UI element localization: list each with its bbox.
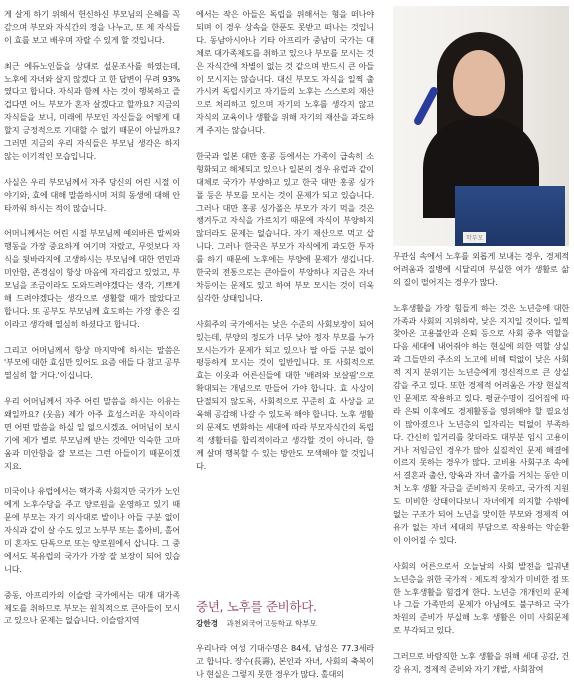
- paragraph: 한국과 일본 대만 홍콩 등에서는 가족이 급속히 소형화되고 해체되고 있으나 일본의 경우 유럽과 같이 대체로 국가가 부양하고 있고 한국 대만 홍콩 싱가폴 등은 부모를 모시는 것이 문제가 되고 있습니다. 그러나 대만 홍콩 싱가폴은 부모가 자기 먹을 것은 챙겨두고 자식을 가르치기 때문에 자식이 부양하지 않더라도 문제는 없습니다. 자기 재산으로 먹고 삽니다. 그러나 한국은 부모가 자식에게 과도한 투자를 하기 때문에 노후에는 부양에 문제가 생깁니다. 한국의 전통으로는 큰아들이 부양하나 지금은 자녀 차등이는 문제도 있고 하여 부모 모시는 것이 더욱 심각한 상태입니다.: [196, 150, 374, 303]
- paragraph: 게 살게 하기 위해서 헌신하신 부모님의 은혜를 꼭 갚으며 부모와 자식간의 정을 나누고, 또 제 자식들이 효를 보고 배우며 자랄 수 있게 할 것입니다.: [4, 9, 180, 45]
- paragraph: 사회주의 국가에서는 낮은 수준의 사회보장이 되어 있는데, 부양의 정도가 너무 낮아 정자 부모를 누가 모시는가가 문제가 되고 있으나 딸 아들 구분 없이 평등하게 모시는 것이 일반입니다. 또 사회적으로 효는 이웃과 어른신들에 대한 '배려와 보살핌'으로 확대되는 개념으로 만들어 가야 합니다. 효 사상이 단절되지 않도록, 사회적으로 꾸준히 효 사상을 교육해 공감해 나갈 수 있도록 해야 합니다. 노후 생활의 문제도 변화하는 세대에 따라 부모자식간의 독립적 생활터를 합리적이라고 생각할 것이 아니라, 함께 살며 행복할 수 있는 방안도 모색해야 할 것입니다.: [196, 318, 374, 471]
- paragraph: 무관심 속에서 노후를 외롭게 보내는 경우, 경제적 어려움과 질병에 시달리며 부실한 여가 생활로 삶의 질이 떨어지는 경우가 많다.: [393, 251, 569, 287]
- author-name: 강한경: [196, 619, 219, 628]
- paragraph: 에서는 작은 아들은 독립을 위해서는 형을 떠나야 되며 이 경우 상속을 한푼도 못받고 떠나는 것입니다. 동남아시아나 기타 아프리카 중남미 국가는 대체로 대가족제도를 취하고 있으나 부모를 모시는 것은 자식간에 차별이 없는 것 같으며 반드시 큰 아들이 모시지는 않습니다. 대신 부모도 자식을 일찍 출가시켜 독립시키고 자기들의 노후는 스스로의 재산으로 처리하고 있으며 자기의 노후를 생각지 않고 자식의 교육이나 생활을 위해 자기의 재산을 과도하게 주지는 않습니다.: [196, 9, 374, 136]
- paragraph: 우리 어머님께서 자주 어린 말씀을 하시는 이유는 왜일까요? (웃음) 제가 아주 효성스러운 자식이라면 어떤 말씀을 하실 일 없으시겠죠. 어머님이 보시기에 제가 별로 부모님께 받는 것에만 익숙한 고마움과 미안함을 잘 모르는 그런 아들이기 때문이겠지요.: [4, 396, 180, 471]
- author-byline: [196, 618, 317, 629]
- author-affiliation: 과천외국어고등학교 학부모: [226, 619, 317, 628]
- photo-caption: 학부모: [463, 232, 486, 243]
- paragraph: 노후생활을 가장 힘들게 하는 것은 노년층에 대한 가족과 사회의 지위하락, 낮은 지지일 것이다. 일찍 찾아온 고용불안과 은퇴 등으로 사회 중추 역할을 다음 세대에 내어줘야 하는 현실에 의한 역할 상실과 그들만의 주소의 노고에 비해 턱없이 낮은 사회적 지지 분위기는 노년층에게 정신적으로 큰 상실감을 주고 있다. 또한 경제적 어려움은 가장 현실적인 문제로 작용하고 있다. 평균수명이 길어짐에 따라 은퇴 이후에도 경제활동을 영위해야 할 필요성이 많아졌으나 노년층의 일자리는 턱없이 부족하다. 간신히 일거리를 찾더라도 대부분 임시 고용이거나 저임금인 경우가 많아 실질적인 문제 해결에 이르지 못하는 경우가 많다. 고비용 사회구조 속에서 결혼과 출산, 양육과 자녀 출가를 거치는 동안 미처 노후 생활 자금을 준비하지 못하고, 국가적 지원도 미비한 상태이다보니 자녀에게 의지할 수밖에 없는 구조가 되어 노년을 맞이한 부모와 경제적 여유가 없는 자녀 세대의 부담으로 작용하는 악순환이 이어질 수 있다.: [393, 302, 569, 545]
- article-column-2: [196, 8, 374, 485]
- paragraph: 그러므로 바람직한 노후 생활을 위해 세대 공감, 건강 유지, 경제적 준비와 자기 개발, 사회참여: [393, 651, 569, 674]
- paragraph: 우리나라 여성 기대수명은 84세, 남성은 77.3세라고 합니다. 장수(長壽), 본인과 자녀, 사회의 축복이나 현실은 그렇지 못한 경우가 많다. 홀대의: [196, 643, 374, 679]
- paragraph: 중동, 아프리카의 이슬람 국가에서는 대개 대가족 제도를 취하므로 부모는 원칙적으로 큰아들이 모시고 있으나 문제는 없습니다. 이슬람지역: [4, 589, 180, 626]
- paragraph: 그리고 어머님께서 항상 마지막에 하시는 말씀은 '부모에 대한 효심만 있어도 요즘 애들 다 참고 공부 열심히 할 거다.'이십니다.: [4, 344, 180, 381]
- paragraph: 사실은 우리 부모님께서 자주 당신의 어린 시절 이야기와, 효에 대해 말씀하시며 저희 동생에 대해 안타까워 하시는 적이 많습니다.: [4, 176, 180, 213]
- paragraph: 미국이나 유럽에서는 핵가족 사회지만 국가가 노인에게 노후수당을 주고 양로원을 운영하고 있기 때문에 부모는 자기 의사대로 발이나 아들 구분 없이 자식과 같이 살 수도 있고 노부부 또는 홀아비, 홀어미 혼자도 단독으로 또는 양로원에서 삽니다. 그 중에서도 복유럽의 국가가 가장 잘 보장이 되어 있습니다.: [4, 486, 180, 574]
- article-column-3: [393, 250, 569, 689]
- paragraph: 최근 에듀노인들을 상대로 설문조사를 하였는데, 노후에 자녀와 살지 않겠다 고 한 답변이 무려 93% 였다고 합니다. 자식과 함께 사는 것이 행복하고 즐겁다면 어느 부모가 혼자 살겠다고 할까요? 지금의 자식들을 보니, 미래에 부모인 자신들을 어떻게 대할지 긍정적으로 기대할 수 없기 때문이 아닐까요? 그러면 지금의 우리 자식들은 부모님 생각은 하지 않는 이기적인 모습입니다.: [4, 60, 180, 161]
- article-column-1: [4, 8, 180, 640]
- paragraph: 어머니께서는 어린 시절 부모님께 예의바른 말씨와 행동을 가장 중요하게 여기며 자랐고, 무엇보다 자식을 뒷바라지에 고생하시는 부모님에 대한 연민과 미안함, 존경심이 항상 마음에 자리잡고 있었고, 부모님을 조금이라도 도와드려야겠다는 생각, 기쁘게 해 드려야겠다는 생각으로 생활할 때가 많았다고 합니다. 또 공부도 부모님께 효도하는 가장 좋은 길이라고 생각해 열심히 하셨다고 합니다.: [4, 228, 180, 329]
- paragraph: 사회의 어른으로서 오늘날의 사회 발전을 일궈낸 노년층을 위한 국가적 · 제도적 장치가 미비한 점 또한 노후생활을 힘겹게 한다. 노년층 개개인의 문제나 그들 가족만의 문제가 아님에도 불구하고 국가 차원의 준비가 부실해 노후 생활은 이미 사회문제로 부각되고 있다.: [393, 560, 569, 636]
- speaker-photo: [393, 6, 569, 246]
- section-heading: 중년, 노후를 준비하다.: [196, 599, 317, 614]
